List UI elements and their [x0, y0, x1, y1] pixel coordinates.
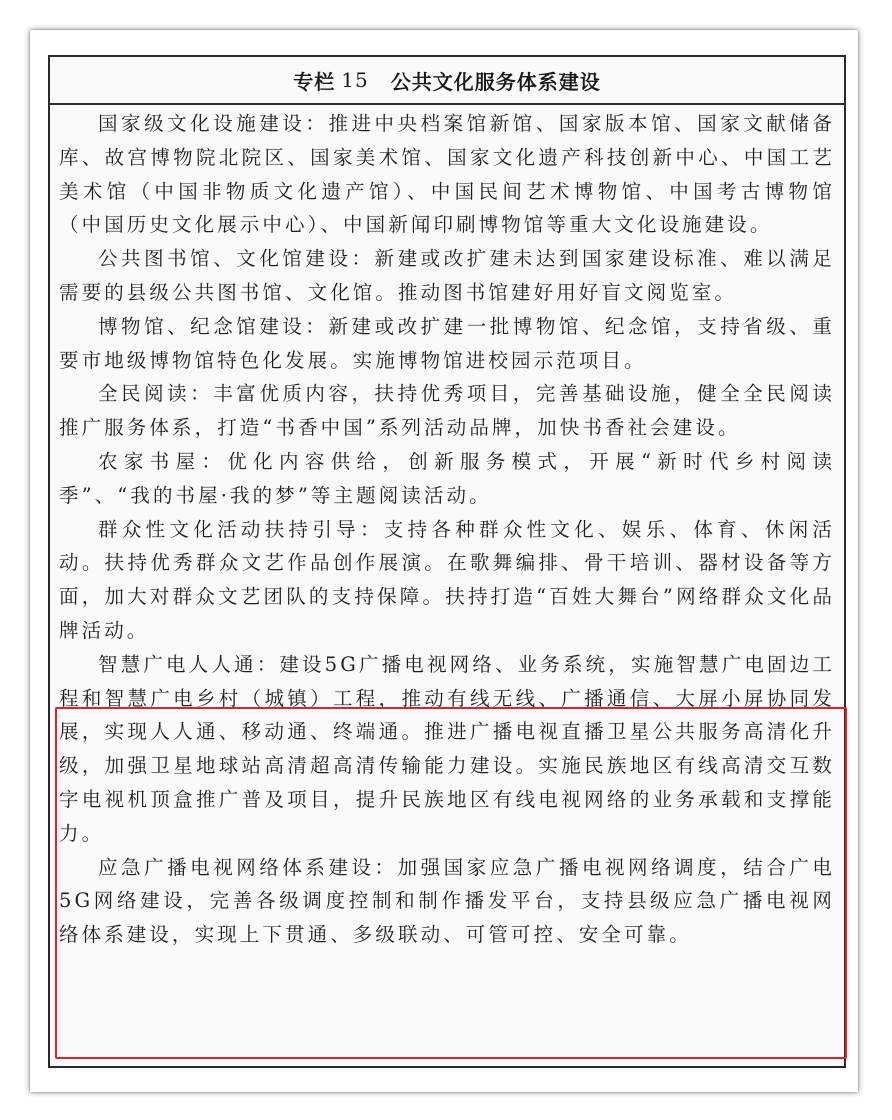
- paragraph-museums: 博物馆、纪念馆建设：新建或改扩建一批博物馆、纪念馆，支持省级、重要市地级博物馆特色化发展。实施博物馆进校园示范项目。: [59, 314, 835, 372]
- box-heading: 公共文化服务体系建设: [390, 69, 601, 94]
- box-title: [50, 57, 844, 105]
- paragraph-farm-bookhouse: 农家书屋：优化内容供给，创新服务模式，开展“新时代乡村阅读季”、“我的书屋·我的梦”等主题阅读活动。: [59, 449, 835, 507]
- paragraph-libraries: 公共图书馆、文化馆建设：新建或改扩建未达到国家建设标准、难以满足需要的县级公共图书馆、文化馆。推动图书馆建好用好盲文阅览室。: [59, 247, 835, 304]
- box-content: [59, 107, 835, 952]
- paragraph-national-facilities: 国家级文化设施建设：推进中央档案馆新馆、国家版本馆、国家文献储备库、故宫博物院北院区、国家美术馆、国家文化遗产科技创新中心、中国工艺美术馆（中国非物质文化遗产馆）、中国民间艺术博物馆、中国考古博物馆（中国历史文化展示中心）、中国新闻印刷博物馆等重大文化设施建设。: [59, 112, 835, 237]
- paragraph-emergency-broadcast: 应急广播电视网络体系建设：加强国家应急广播电视网络调度，结合广电5G网络建设，完善各级调度控制和制作播发平台，支持县级应急广播电视网络体系建设，实现上下贯通、多级联动、可管可控、安全可靠。: [59, 855, 835, 947]
- paragraph-smart-broadcast: 智慧广电人人通：建设5G广播电视网络、业务系统，实施智慧广电固边工程和智慧广电乡村（城镇）工程，推动有线无线、广播通信、大屏小屏协同发展，实现人人通、移动通、终端通。推进广播电视直播卫星公共服务高清化升级，加强卫星地球站高清超高清传输能力建设。实施民族地区有线高清交互数字电视机顶盒推广普及项目，提升民族地区有线电视网络的业务承载和支撑能力。: [59, 652, 835, 845]
- column-box: [48, 55, 846, 1068]
- paragraph-national-reading: 全民阅读：丰富优质内容，扶持优秀项目，完善基础设施，健全全民阅读推广服务体系，打造“书香中国”系列活动品牌，加快书香社会建设。: [59, 382, 835, 440]
- box-number: 15: [341, 68, 369, 92]
- box-label: 专栏: [293, 69, 336, 94]
- paragraph-mass-culture: 群众性文化活动扶持引导：支持各种群众性文化、娱乐、体育、休闲活动。扶持优秀群众文艺作品创作展演。在歌舞编排、骨干培训、器材设备等方面，加大对群众文艺团队的支持保障。扶持打造“百姓大舞台”网络群众文化品牌活动。: [59, 517, 835, 642]
